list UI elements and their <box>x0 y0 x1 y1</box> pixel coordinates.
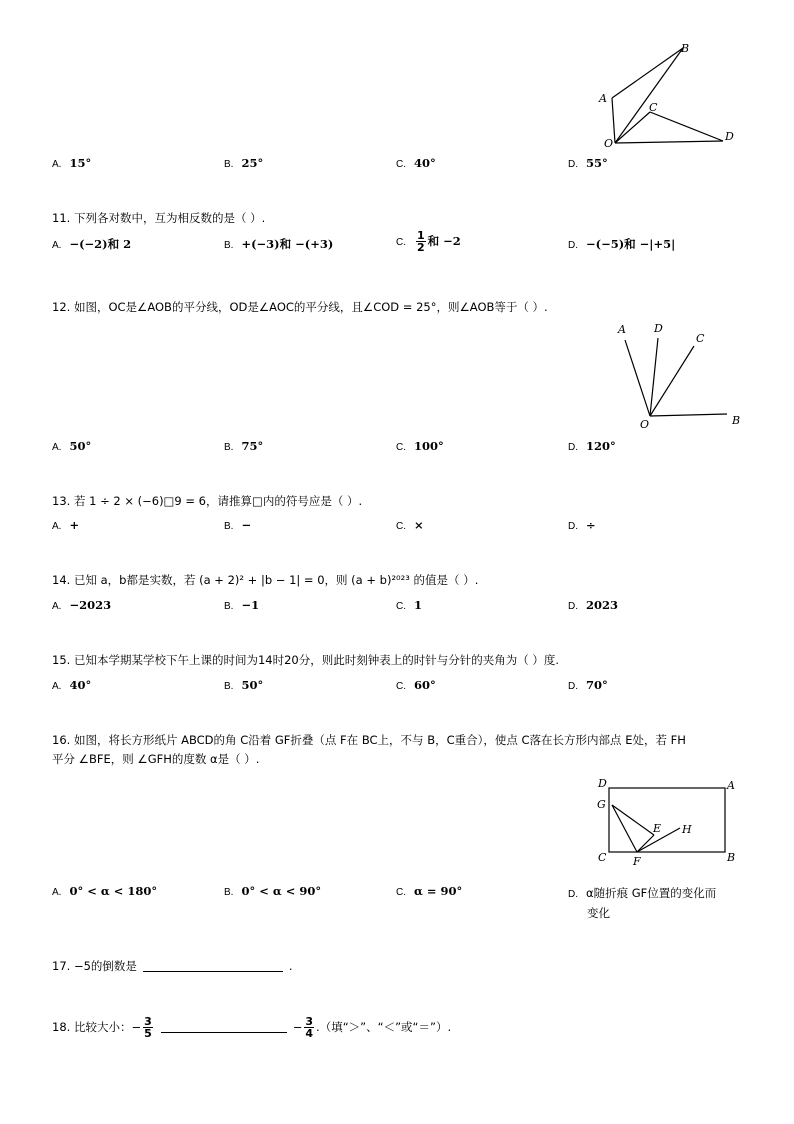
q15-option-d[interactable]: D. 70° <box>568 678 608 692</box>
q15-text: 15. 已知本学期某学校下午上课的时间为14时20分，则此时刻钟表上的时针与分针的夹角为（ ）度. <box>52 653 560 667</box>
q17-text <box>52 958 293 974</box>
q16-label-d: D <box>598 777 607 790</box>
q16-label-c: C <box>598 851 607 864</box>
q14-option-a[interactable]: A. −2023 <box>52 598 112 612</box>
q10-label-c: C <box>649 101 658 114</box>
q15-option-a[interactable]: A. 40° <box>52 678 92 692</box>
q16-text-line2: 平分 ∠BFE，则 ∠GFH的度数 α是（ ）. <box>52 752 260 766</box>
q14-option-c[interactable]: C. 1 <box>396 598 423 612</box>
q13-option-b[interactable]: B. − <box>224 518 252 532</box>
q13-text: 13. 若 1 ÷ 2 × (−6)□9 = 6，请推算□内的符号应是（ ）. <box>52 494 363 508</box>
q10-label-o: O <box>604 137 614 150</box>
q13-option-d[interactable]: D. ÷ <box>568 518 596 532</box>
q12-label-c: C <box>696 332 705 345</box>
q12-label-o: O <box>640 418 650 431</box>
q18-text <box>52 1016 451 1039</box>
q16-label-b: B <box>727 851 736 864</box>
q18-prefix: 18. 比较大小：− <box>52 1020 142 1034</box>
q16-option-a[interactable]: A. 0° < α < 180° <box>52 884 158 898</box>
q16-figure <box>592 775 742 870</box>
q11-option-c[interactable]: C. $\frac{1}{2}$ 和 −2 <box>396 229 461 254</box>
q13-option-a[interactable]: A. + <box>52 518 80 532</box>
q18-fraction-1: $\frac{3}{5}$ <box>144 1015 152 1040</box>
q12-option-b[interactable]: B. 75° <box>224 439 264 453</box>
q11-option-b[interactable]: B. +(−3)和 −(+3) <box>224 237 334 251</box>
q11-option-a[interactable]: A. −(−2)和 2 <box>52 237 132 251</box>
q16-label-f: F <box>633 855 641 868</box>
q16-option-d[interactable]: D. α随折痕 GF位置的变化而 变化 <box>568 886 717 920</box>
q16-text-line1: 16. 如图，将长方形纸片 ABCD的角 C沿着 GF折叠（点 F在 BC上，不与 B，C重合），使点 C落在长方形内部点 E处，若 FH <box>52 733 686 747</box>
q17-suffix: . <box>288 959 293 973</box>
q18-answer-blank[interactable] <box>161 1022 287 1033</box>
q10-option-d[interactable]: D. 55° <box>568 156 608 170</box>
q16-label-g: G <box>597 798 606 811</box>
q11-option-d[interactable]: D. −(−5)和 −|+5| <box>568 237 676 251</box>
q10-label-b: B <box>681 42 690 55</box>
q12-label-a: A <box>618 323 626 336</box>
q13-option-c[interactable]: C. × <box>396 518 424 532</box>
q10-option-b[interactable]: B. 25° <box>224 156 264 170</box>
q16-label-h: H <box>682 823 692 836</box>
q15-option-c[interactable]: C. 60° <box>396 678 436 692</box>
q18-minus: − <box>292 1020 303 1034</box>
q10-figure <box>595 40 745 152</box>
q11-text: 11. 下列各对数中，互为相反数的是（ ）. <box>52 211 266 225</box>
q12-option-c[interactable]: C. 100° <box>396 439 444 453</box>
q18-suffix: .（填“＞”、“＜”或“＝”）. <box>316 1020 452 1034</box>
q12-label-d: D <box>654 322 663 335</box>
q10-option-c[interactable]: C. 40° <box>396 156 436 170</box>
q16-label-a: A <box>727 779 735 792</box>
q12-option-d[interactable]: D. 120° <box>568 439 616 453</box>
q14-option-d[interactable]: D. 2023 <box>568 598 619 612</box>
q16-label-e: E <box>653 822 662 835</box>
q17-prefix: 17. −5的倒数是 <box>52 959 137 973</box>
q16-option-c[interactable]: C. α = 90° <box>396 884 463 898</box>
q14-text: 14. 已知 a，b都是实数，若 (a + 2)² + |b − 1| = 0，则 (a + b)²⁰²³ 的值是（ ）. <box>52 573 479 587</box>
q14-option-b[interactable]: B. −1 <box>224 598 260 612</box>
q12-option-a[interactable]: A. 50° <box>52 439 92 453</box>
q12-label-b: B <box>732 414 741 427</box>
q10-label-a: A <box>599 92 607 105</box>
q12-figure <box>612 318 747 433</box>
q18-fraction-2: $\frac{3}{4}$ <box>305 1015 314 1040</box>
q17-answer-blank[interactable] <box>143 961 283 972</box>
q15-option-b[interactable]: B. 50° <box>224 678 264 692</box>
q16-option-b[interactable]: B. 0° < α < 90° <box>224 884 322 898</box>
q10-option-a[interactable]: A. 15° <box>52 156 92 170</box>
q12-text: 12. 如图，OC是∠AOB的平分线，OD是∠AOC的平分线，且∠COD = 25°，则∠AOB等于（ ）. <box>52 300 548 314</box>
q10-label-d: D <box>725 130 734 143</box>
